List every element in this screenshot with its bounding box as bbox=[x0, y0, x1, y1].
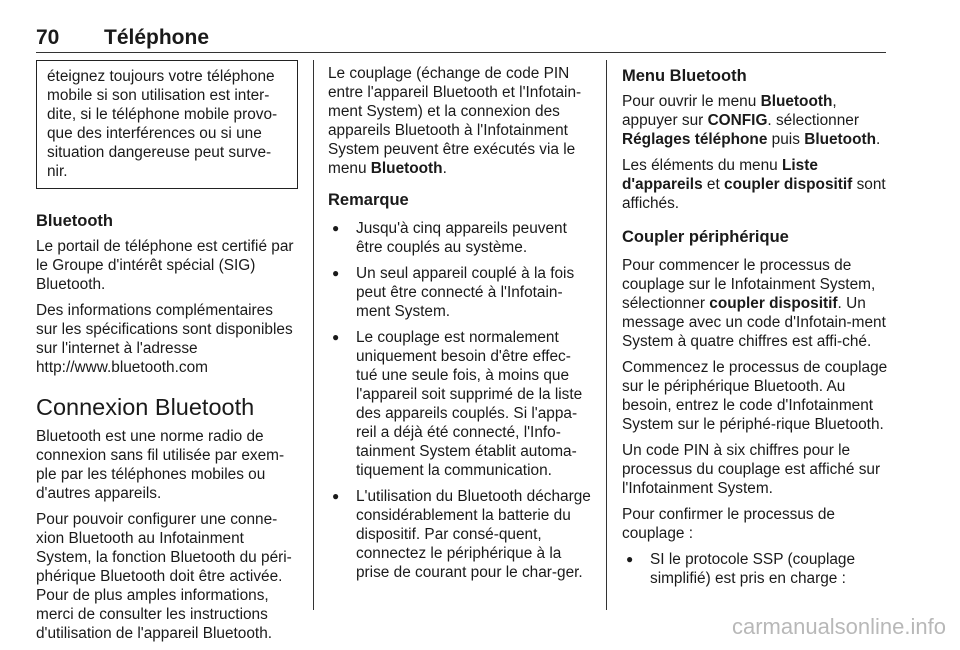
watermark: carmanualsonline.info bbox=[731, 614, 946, 639]
bluetooth-paragraph-2-text: Des informations complémentaires sur les spécifications sont disponibles sur l'internet à l'adresse bbox=[36, 302, 293, 357]
text-segment: Pour ouvrir le menu bbox=[622, 93, 761, 110]
bluetooth-paragraph-2 bbox=[36, 301, 298, 377]
pair-paragraph-1 bbox=[622, 256, 888, 351]
bold-coupler-dispositif: coupler dispositif bbox=[724, 176, 853, 193]
bold-config: CONFIG bbox=[707, 112, 768, 129]
list-item: ● Jusqu'à cinq appareils peuvent être couplés au système. bbox=[328, 219, 592, 257]
pair-paragraph-2: Commencez le processus de couplage sur le périphérique Bluetooth. Au besoin, entrez le code d'Infotainment System sur le périphé-rique Bluetooth. bbox=[622, 359, 888, 433]
pair-paragraph-3: Un code PIN à six chiffres pour le processus du couplage est affiché sur l'Infotainment System. bbox=[622, 442, 881, 497]
pair-device-heading: Coupler périphérique bbox=[622, 228, 789, 246]
text-segment: Les éléments du menu bbox=[622, 157, 782, 174]
text-segment: puis bbox=[767, 131, 805, 148]
menu-bluetooth-heading: Menu Bluetooth bbox=[622, 67, 747, 85]
bold-liste-appareils: Liste d'appareils bbox=[622, 157, 818, 193]
connexion-paragraph-1: Bluetooth est une norme radio de connexion sans fil utilisée par exem-ple par les téléphones mobiles ou d'autres appareils. bbox=[36, 428, 285, 502]
bluetooth-url: http://www.bluetooth.com bbox=[36, 359, 208, 376]
remark-heading: Remarque bbox=[328, 191, 409, 209]
list-item: ● Le couplage est normalement uniquement besoin d'être effec-tué une seule fois, à moins que l'appareil soit supprimé de la liste des appareils couplés. Si l'appa-reil a déjà été connecté, l'Info-tainment System établit automa-tiquement la communication. bbox=[328, 328, 592, 480]
menu-paragraph-2 bbox=[622, 156, 888, 213]
bold-bluetooth-2: Bluetooth bbox=[804, 131, 877, 148]
text-segment: . Un message avec un code d'Infotain-ment System à quatre chiffres est affi-ché. bbox=[622, 295, 886, 350]
text-segment: . sélectionner bbox=[767, 112, 859, 129]
text-segment: Pour commencer le processus de couplage sur le Infotainment System, sélectionner bbox=[622, 257, 876, 312]
period: . bbox=[442, 160, 447, 177]
connexion-heading: Connexion Bluetooth bbox=[36, 394, 255, 420]
pairing-intro-paragraph bbox=[328, 64, 592, 178]
pair-paragraph-4: Pour confirmer le processus de couplage : bbox=[622, 506, 835, 542]
list-item: ● Un seul appareil couplé à la fois peut être connecté à l'Infotain-ment System. bbox=[328, 264, 592, 321]
warning-text: éteignez toujours votre téléphone mobile si son utilisation est inter-dite, si le téléphone mobile provo-que des interférences ou si une situation dangereuse peut surve-nir. bbox=[47, 68, 278, 180]
remark-list bbox=[328, 219, 592, 582]
text-segment: . bbox=[876, 131, 881, 148]
header-rule bbox=[36, 52, 886, 53]
confirm-list bbox=[622, 550, 888, 588]
menu-paragraph-1 bbox=[622, 92, 888, 149]
bold-reglages-telephone: Réglages téléphone bbox=[622, 131, 768, 148]
column-divider-2 bbox=[606, 60, 607, 610]
connexion-paragraph-2: Pour pouvoir configurer une conne-xion Bluetooth au Infotainment System, la fonction Bluetooth du péri-phérique Bluetooth doit être activée. Pour de plus amples informations, merci de consulter les instructions d'utilisation de l'appareil Bluetooth. bbox=[36, 511, 292, 642]
bold-bluetooth: Bluetooth bbox=[760, 93, 833, 110]
page-header bbox=[36, 26, 886, 52]
page-title: Téléphone bbox=[104, 26, 210, 49]
column-3 bbox=[622, 66, 888, 595]
column-2 bbox=[328, 64, 592, 589]
warning-box bbox=[36, 60, 298, 189]
text-segment: sont affichés. bbox=[622, 176, 886, 212]
text-segment: , appuyer sur bbox=[622, 93, 837, 129]
bold-coupler-dispositif-2: coupler dispositif bbox=[709, 295, 838, 312]
text-segment: et bbox=[702, 176, 725, 193]
bluetooth-paragraph-1: Le portail de téléphone est certifié par le Groupe d'intérêt spécial (SIG) Bluetooth. bbox=[36, 238, 294, 293]
pairing-intro-text: Le couplage (échange de code PIN entre l'appareil Bluetooth et l'Infotain-ment System) et la connexion des appareils Bluetooth à l'Infotainment System peuvent être exécutés via le menu bbox=[328, 65, 582, 177]
column-divider-1 bbox=[313, 60, 314, 610]
page-number: 70 bbox=[36, 26, 60, 49]
column-1 bbox=[36, 60, 298, 650]
list-item: ● SI le protocole SSP (couplage simplifié) est pris en charge : bbox=[622, 550, 888, 588]
list-item: ● L'utilisation du Bluetooth décharge considérablement la batterie du dispositif. Par consé-quent, connectez le périphérique à la prise de courant pour le char-ger. bbox=[328, 487, 592, 582]
menu-bluetooth-bold: Bluetooth bbox=[370, 160, 443, 177]
bluetooth-heading: Bluetooth bbox=[36, 212, 113, 230]
